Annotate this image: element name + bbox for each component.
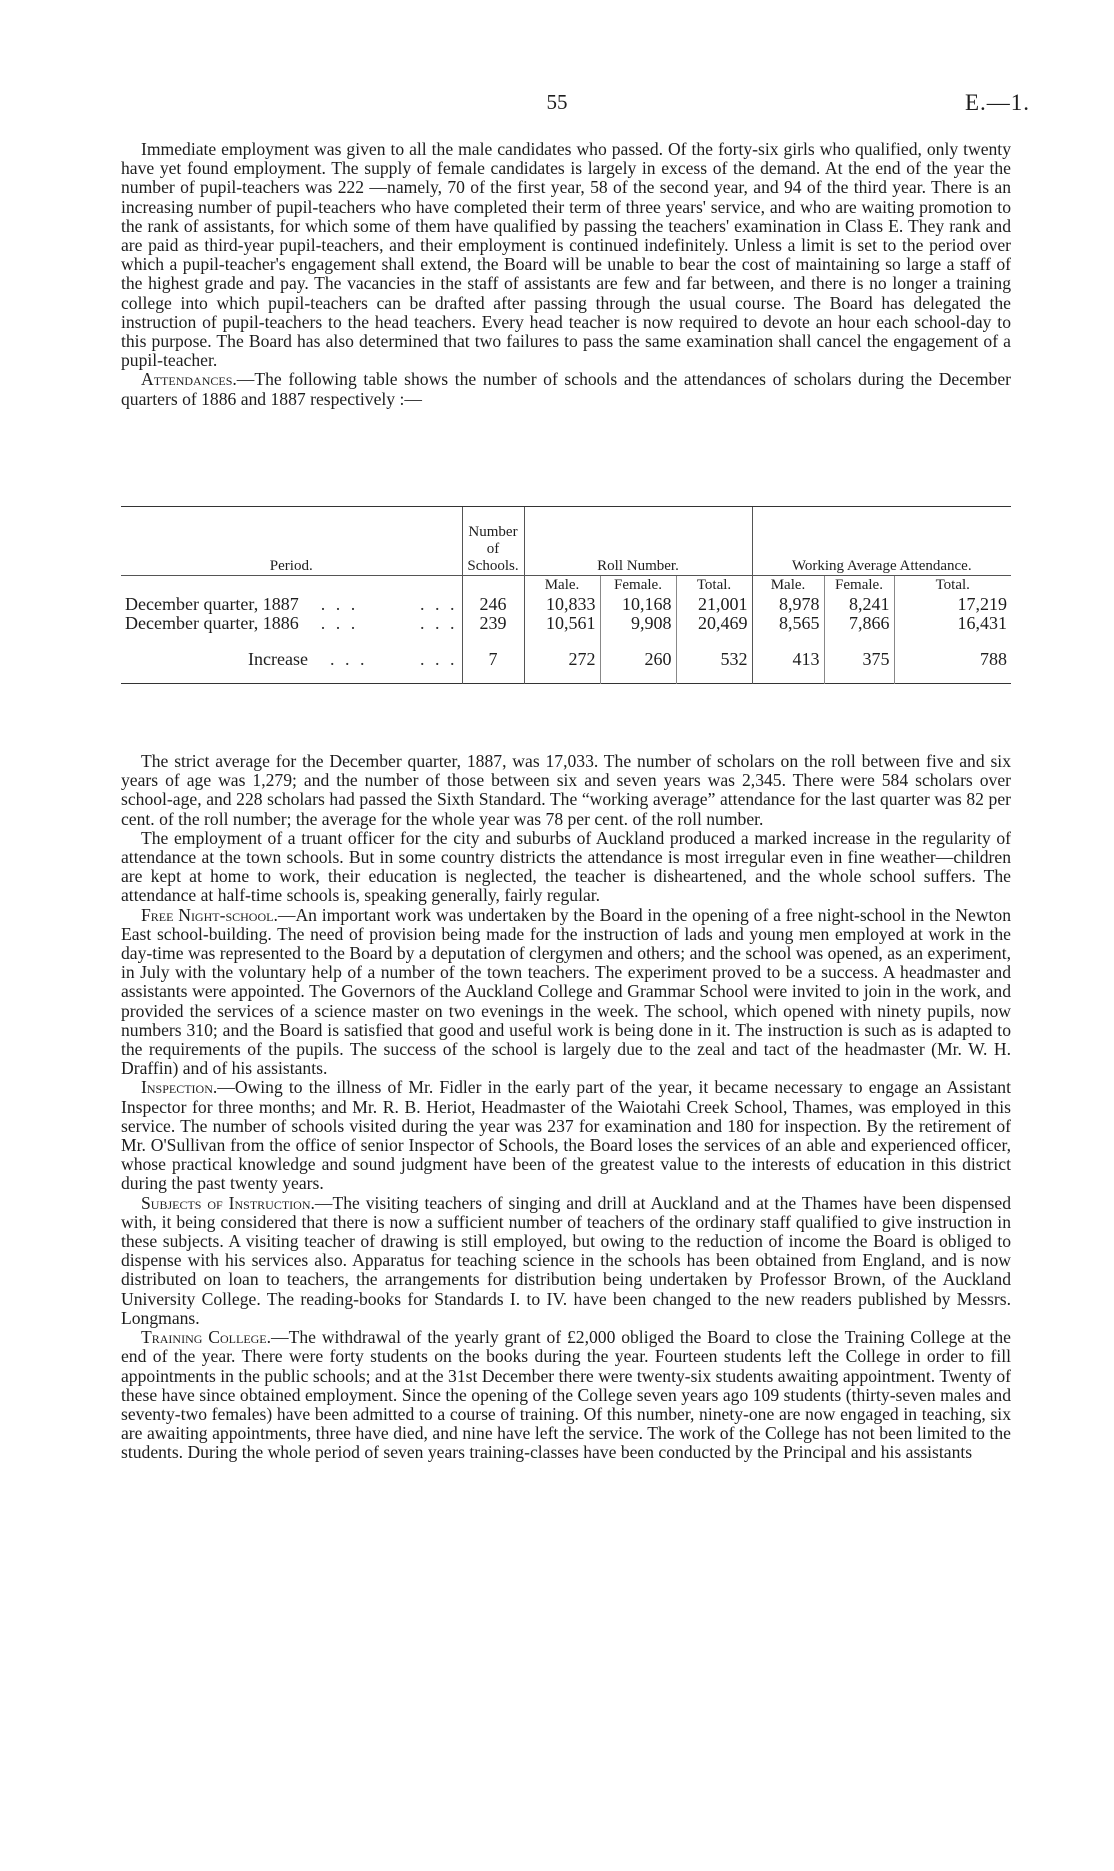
cell-roll-total: 20,469 (676, 614, 752, 633)
cell-wa-male: 8,978 (752, 595, 824, 614)
subheader-roll-male: Male. (524, 576, 600, 595)
increase-label: Increase (248, 648, 308, 669)
increase-wa-male: 413 (752, 634, 824, 684)
paragraph-inspection (121, 1078, 1011, 1193)
page-number: 55 (546, 90, 568, 114)
cell-schools: 246 (462, 595, 524, 614)
row-period (121, 595, 462, 614)
schools-header-line1: Number (468, 524, 518, 540)
leader-dots: . . . (320, 613, 359, 634)
document-reference: E.—1. (964, 90, 1030, 115)
table-header-row (121, 507, 1011, 576)
leader-dots: . . . (320, 594, 359, 615)
increase-roll-female: 260 (600, 634, 676, 684)
col-header-period: Period. (121, 507, 462, 576)
paragraph-attendances (121, 370, 1011, 408)
paragraph-training-college (121, 1328, 1011, 1462)
increase-wa-female: 375 (824, 634, 894, 684)
period-label: December quarter, 1886 (125, 613, 299, 634)
paragraph-subjects (121, 1194, 1011, 1328)
leader-dots: . . . (420, 613, 458, 634)
attendances-text: —The following table shows the number of schools and the attendances of scholars during the December quarters of 1886 and 1887 respectively :— (121, 369, 1011, 409)
subheader-roll-total: Total. (676, 576, 752, 595)
cell-roll-female: 9,908 (600, 614, 676, 633)
cell-roll-total: 21,001 (676, 595, 752, 614)
col-header-working-average: Working Average Attendance. (752, 507, 1011, 576)
cell-wa-female: 7,866 (824, 614, 894, 633)
training-text: —The withdrawal of the yearly grant of £2,000 obliged the Board to close the Training College at the end of the year. There were forty students on the books during the year. Fourteen students left the College in order to fill appointments in the public schools; and at the 31st December there were twenty-six students awaiting appointment. Twenty of these have since obtained employment. Since the opening of the College seven years ago 109 students (thirty-seven males and seventy-two females) have been admitted to a course of training. Of this number, ninety-one are now engaged in teaching, six are awaiting appointments, three have died, and nine have left the service. The work of the College has not been limited to the students. During the whole period of seven years training-classes have been conducted by the Principal and his assistants (121, 1327, 1011, 1463)
cell-schools: 239 (462, 614, 524, 633)
heading-training-college: Training College. (141, 1327, 272, 1348)
period-label: December quarter, 1887 (125, 594, 299, 615)
subheader-wa-male: Male. (752, 576, 824, 595)
cell-wa-female: 8,241 (824, 595, 894, 614)
subheader-wa-total: Total. (894, 576, 1011, 595)
table-increase-row (121, 634, 1011, 684)
row-period (121, 614, 462, 633)
table-subheader-row (121, 576, 1011, 595)
heading-subjects: Subjects of Instruction. (141, 1192, 315, 1213)
subheader-roll-female: Female. (600, 576, 676, 595)
leader-dots: . . . (420, 594, 458, 615)
page-header (0, 90, 1114, 120)
paragraph-night-school (121, 906, 1011, 1079)
paragraph-pupil-teachers: Immediate employment was given to all the male candidates who passed. Of the forty-six girls who qualified, only twenty have yet found employment. The supply of female candidates is largely in excess of the demand. At the end of the year the number of pupil-teachers was 222 —namely, 70 of the first year, 58 of the second year, and 94 of the third year. There is an increasing number of pupil-teachers who have completed their term of three years' service, and who are waiting promotion to the rank of assistants, for which some of them have qualified by passing the teachers' examination in Class E. They rank and are paid as third-year pupil-teachers, and their employment is continued indefinitely. Unless a limit is set to the period over which a pupil-teacher's engagement shall extend, the Board will be unable to bear the cost of maintaining so large a staff of the highest grade and pay. The vacancies in the staff of assistants are few and far between, and there is no longer a training college into which pupil-teachers can be drafted after passing through the usual course. The Board has delegated the instruction of pupil-teachers to the head teachers. Every head teacher is now required to devote an hour each school-day to this purpose. The Board has also determined that two failures to pass the same examination shall cancel the engagement of a pupil-teacher. (121, 139, 1011, 371)
increase-label-cell (121, 634, 462, 684)
night-school-text: —An important work was undertaken by the Board in the opening of a free night-school in the Newton East school-building. The need of provision being made for the instruction of lads and young men employed at work in the day-time was represented to the Board by a deputation of clergymen and others; and the school was opened, as an experiment, in July with the voluntary help of a number of the town teachers. The experiment proved to be a success. A headmaster and assistants were appointed. The Governors of the Auckland College and Grammar School were invited to join in the work, and provided the services of a science master on two evenings in the week. The school, which opened with ninety pupils, now numbers 310; and the Board is satisfied that good and useful work is being done in it. The instruction is such as is adapted to the requirements of the pupils. The success of the school is largely due to the zeal and tact of the headmaster (Mr. W. H. Draffin) and of his assistants. (121, 904, 1011, 1079)
attendance-table-wrap (121, 500, 1011, 692)
leader-dots: . . . (329, 648, 368, 669)
table-row (121, 614, 1011, 633)
heading-inspection: Inspection. (141, 1077, 218, 1098)
cell-wa-total: 17,219 (894, 595, 1011, 614)
cell-wa-male: 8,565 (752, 614, 824, 633)
table-bottom-rule (121, 683, 1011, 684)
subheader-wa-female: Female. (824, 576, 894, 595)
text-column-bottom (121, 752, 1011, 1463)
schools-header-line2: of (486, 541, 500, 557)
increase-roll-total: 532 (676, 634, 752, 684)
increase-roll-male: 272 (524, 634, 600, 684)
inspection-text: —Owing to the illness of Mr. Fidler in the early part of the year, it became necessary to engage an Assistant Inspector for three months; and Mr. R. B. Heriot, Headmaster of the Waiotahi Creek School, Thames, was employed in this service. The number of schools visited during the year was 237 for examination and 180 for inspection. By the retirement of Mr. O'Sullivan from the office of senior Inspector of Schools, the Board loses the services of an able and experienced officer, whose practical knowledge and sound judgment have been of the greatest value to the interests of education in this district during the past twenty years. (121, 1077, 1011, 1194)
subjects-text: —The visiting teachers of singing and drill at Auckland and at the Thames have been dispensed with, it being considered that there is now a sufficient number of teachers of the ordinary staff qualified to give instruction in these subjects. A visiting teacher of drawing is still employed, but owing to the reduction of income the Board is obliged to dispense with his services also. Apparatus for teaching science in the schools has been obtained from England, and is now distributed on loan to teachers, the arrangements for distribution being undertaken by Professor Brown, of the Auckland University College. The reading-books for Standards I. to IV. have been changed to the new readers published by Messrs. Longmans. (121, 1192, 1012, 1328)
cell-roll-female: 10,168 (600, 595, 676, 614)
table-row (121, 595, 1011, 614)
cell-wa-total: 16,431 (894, 614, 1011, 633)
leader-dots: . . . (420, 648, 458, 669)
increase-wa-total: 788 (894, 634, 1011, 684)
heading-attendances: Attendances. (141, 369, 237, 390)
paragraph-strict-average: The strict average for the December quarter, 1887, was 17,033. The number of scholars on the roll between five and six years of age was 1,279; and the number of those between six and seven years was 2,345. There were 584 scholars over school-age, and 228 scholars had passed the Sixth Standard. The “working average” attendance for the last quarter was 82 per cent. of the roll number; the average for the whole year was 78 per cent. of the roll number. (121, 751, 1011, 829)
attendance-table (121, 506, 1011, 684)
paragraph-truant-officer: The employment of a truant officer for the city and suburbs of Auckland produced a marked increase in the regularity of attendance at the town schools. But in some country districts the attendance is most irregular even in fine weather—children are kept at home to work, their education is neglected, the teacher is disheartened, and the whole school suffers. The attendance at half-time schools is, speaking generally, fairly regular. (121, 827, 1011, 906)
schools-header-line3: Schools. (467, 558, 519, 574)
increase-schools: 7 (462, 634, 524, 684)
text-column-top (121, 140, 1011, 409)
col-header-roll: Roll Number. (524, 507, 752, 576)
cell-roll-male: 10,833 (524, 595, 600, 614)
cell-roll-male: 10,561 (524, 614, 600, 633)
heading-night-school: Free Night-school. (141, 904, 278, 925)
col-header-schools (462, 507, 524, 576)
